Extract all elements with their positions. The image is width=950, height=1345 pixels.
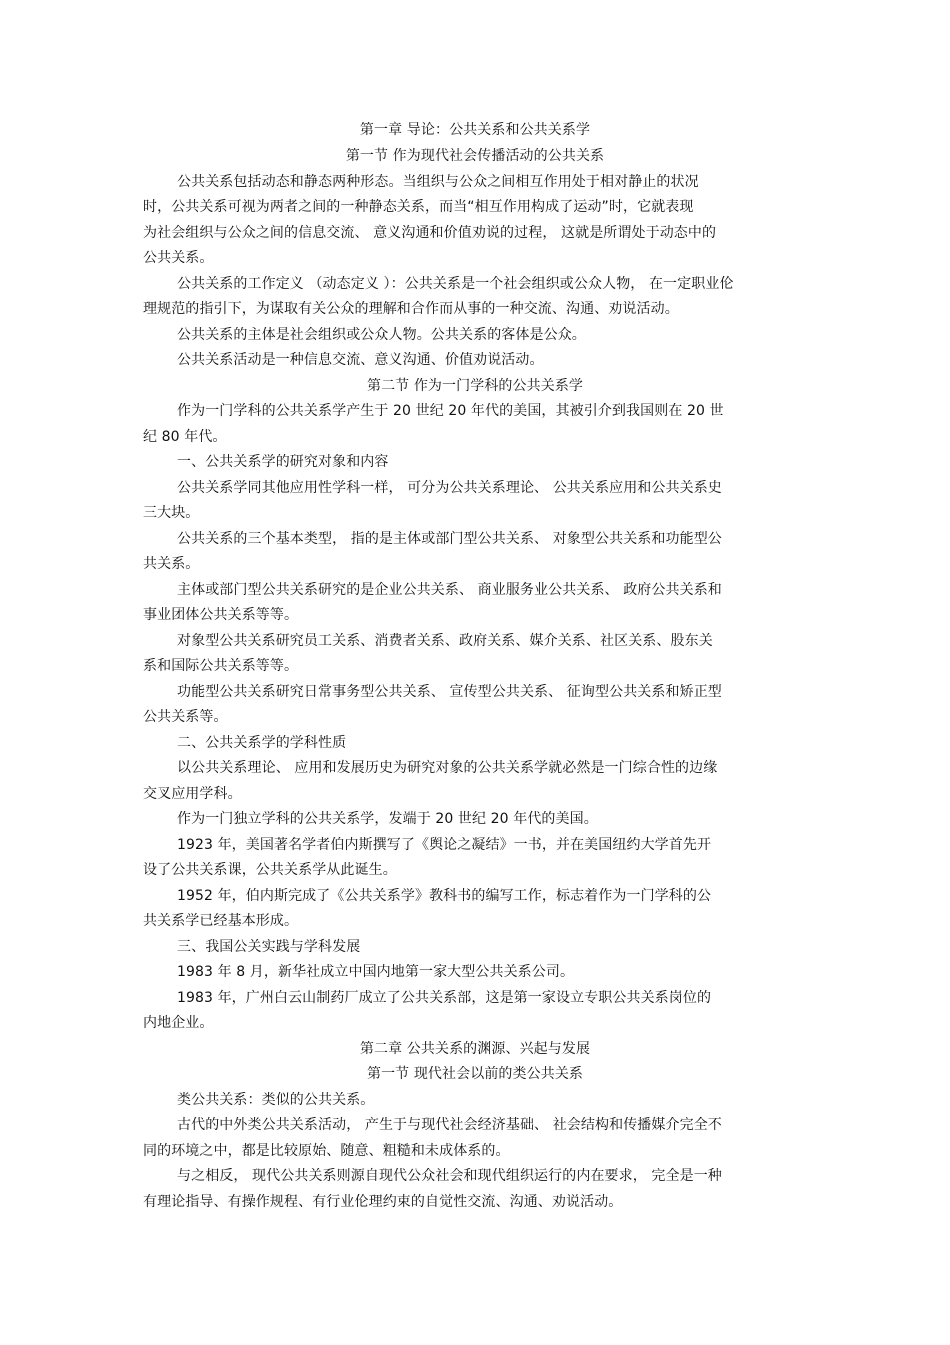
- text-line: 类公共关系：类似的公共关系。: [177, 1092, 375, 1108]
- text-line: 理规范的指引下，为谋取有关公众的理解和合作而从事的一种交流、沟通、劝说活动。: [143, 301, 679, 317]
- text-line: 共关系。: [143, 556, 200, 572]
- text-line: 公共关系的主体是社会组织或公众人物。公共关系的客体是公众。: [177, 327, 586, 343]
- subheading: 三、我国公关实践与学科发展: [177, 939, 361, 955]
- text-line: 1952 年，伯内斯完成了《公共关系学》教科书的编写工作，标志着作为一门学科的公: [177, 888, 712, 904]
- section-2-1-title: 第一节 现代社会以前的类公共关系: [366, 1066, 584, 1082]
- text-line: 1983 年，广州白云山制药厂成立了公共关系部，这是第一家设立专职公共关系岗位的: [177, 990, 712, 1006]
- subheading: 一、公共关系学的研究对象和内容: [177, 454, 389, 470]
- text-line: 公共关系包括动态和静态两种形态。当组织与公众之间相互作用处于相对静止的状况: [177, 174, 699, 190]
- text-line: 主体或部门型公共关系研究的是企业公共关系、 商业服务业公共关系、 政府公共关系和: [177, 582, 722, 598]
- text-line: 对象型公共关系研究员工关系、消费者关系、政府关系、媒介关系、社区关系、股东关: [177, 633, 713, 649]
- text-line: 古代的中外类公共关系活动， 产生于与现代社会经济基础、 社会结构和传播媒介完全不: [177, 1117, 722, 1133]
- text-line: 公共关系学同其他应用性学科一样， 可分为公共关系理论、 公共关系应用和公共关系史: [177, 480, 722, 496]
- text-line: 作为一门学科的公共关系学产生于 20 世纪 20 年代的美国，其被引介到我国则在 20 世: [177, 403, 724, 419]
- text-line: 公共关系的工作定义 （动态定义 ）：公共关系是一个社会组织或公众人物， 在一定职业伦: [177, 276, 734, 292]
- chapter-2-title: 第二章 公共关系的渊源、兴起与发展: [359, 1041, 591, 1057]
- text-line: 公共关系活动是一种信息交流、意义沟通、价值劝说活动。: [177, 352, 544, 368]
- text-line: 纪 80 年代。: [143, 429, 227, 445]
- text-line: 以公共关系理论、 应用和发展历史为研究对象的公共关系学就必然是一门综合性的边缘: [177, 760, 718, 776]
- text-line: 三大块。: [143, 505, 200, 521]
- text-line: 时，公共关系可视为两者之间的一种静态关系，而当“相互作用构成了运动”时，它就表现: [143, 199, 694, 215]
- text-line: 同的环境之中，都是比较原始、随意、粗糙和未成体系的。: [143, 1143, 510, 1159]
- text-line: 有理论指导、有操作规程、有行业伦理约束的自觉性交流、沟通、劝说活动。: [143, 1194, 623, 1210]
- text-line: 1983 年 8 月，新华社成立中国内地第一家大型公共关系公司。: [177, 964, 575, 980]
- text-line: 作为一门独立学科的公共关系学，发端于 20 世纪 20 年代的美国。: [177, 811, 598, 827]
- text-line: 设了公共关系课，公共关系学从此诞生。: [143, 862, 397, 878]
- text-line: 功能型公共关系研究日常事务型公共关系、 宣传型公共关系、 征询型公共关系和矫正型: [177, 684, 722, 700]
- text-line: 1923 年，美国著名学者伯内斯撰写了《舆论之凝结》一书，并在美国纽约大学首先开: [177, 837, 712, 853]
- text-line: 系和国际公共关系等等。: [143, 658, 299, 674]
- text-line: 公共关系。: [143, 250, 214, 266]
- text-line: 与之相反， 现代公共关系则源自现代公众社会和现代组织运行的内在要求， 完全是一种: [177, 1168, 722, 1184]
- text-line: 事业团体公共关系等等。: [143, 607, 299, 623]
- text-line: 交叉应用学科。: [143, 786, 242, 802]
- text-line: 公共关系等。: [143, 709, 228, 725]
- text-line: 内地企业。: [143, 1015, 214, 1031]
- text-line: 共关系学已经基本形成。: [143, 913, 299, 929]
- chapter-1-title: 第一章 导论：公共关系和公共关系学: [359, 122, 591, 138]
- subheading: 二、公共关系学的学科性质: [177, 735, 347, 751]
- text-line: 公共关系的三个基本类型， 指的是主体或部门型公共关系、 对象型公共关系和功能型公: [177, 531, 722, 547]
- section-1-1-title: 第一节 作为现代社会传播活动的公共关系: [345, 148, 605, 164]
- text-line: 为社会组织与公众之间的信息交流、 意义沟通和价值劝说的过程， 这就是所谓处于动态中的: [143, 225, 717, 241]
- section-1-2-title: 第二节 作为一门学科的公共关系学: [366, 378, 584, 394]
